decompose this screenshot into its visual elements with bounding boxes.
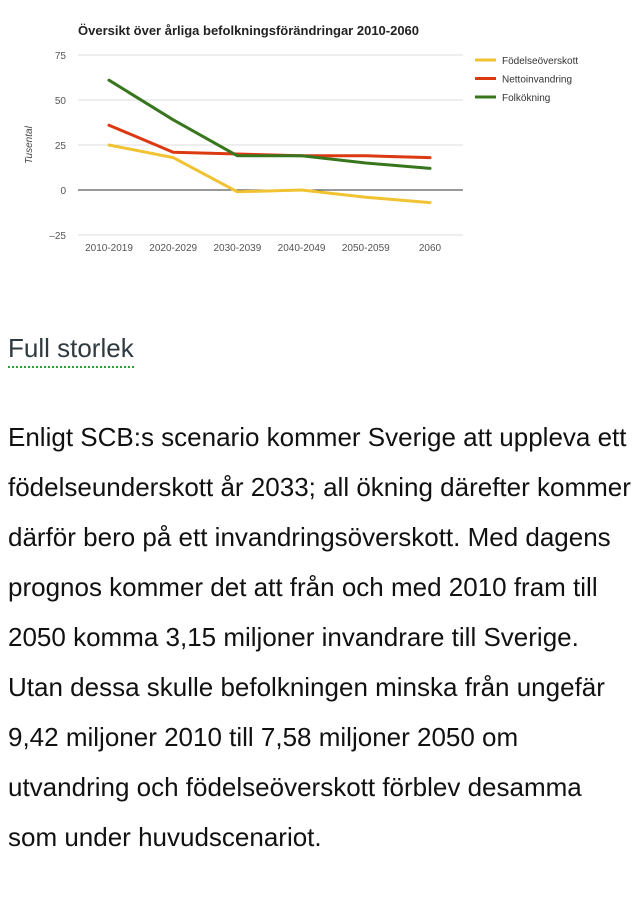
x-tick-label: 2050-2059 <box>341 243 390 254</box>
x-tick-label: 2020-2029 <box>149 243 198 254</box>
legend-label: Folkökning <box>502 93 551 104</box>
series-lines <box>109 80 430 202</box>
legend-label: Nettoinvandring <box>502 74 573 86</box>
grid-lines <box>78 55 463 235</box>
series-line-nettoinvandring <box>109 125 430 157</box>
body-paragraph: Enligt SCB:s scenario kommer Sverige att uppleva ett födelseunderskott år 2033; all ökning därefter kommer därför bero på ett invandringsöverskott. Med dagens prognos kommer det att från och med 2010 fram till 2050 komma 3,15 miljoner invandrare till Sverige. Utan dessa skulle befolkningen minska från ungefär 9,42 miljoner 2010 till 7,58 miljoner 2050 om utvandring och födelseöverskott förblev desamma som under huvudscenariot. <box>8 422 631 852</box>
y-tick-label: 50 <box>54 96 66 107</box>
x-tick-label: 2010-2019 <box>85 243 133 254</box>
y-axis-label: Tusental <box>24 126 35 164</box>
x-tick-label: 2030-2039 <box>213 243 262 254</box>
y-tick-label: 25 <box>54 141 66 152</box>
y-tick-label: –25 <box>49 231 66 242</box>
y-tick-label: 0 <box>60 186 66 197</box>
x-tick-label: 2040-2049 <box>277 243 326 254</box>
axis-ticks <box>49 51 441 254</box>
x-tick-label: 2060 <box>418 243 442 254</box>
legend <box>475 56 578 104</box>
chart-title: Översikt över årliga befolkningsförändringar 2010-2060 <box>78 23 420 38</box>
y-tick-label: 75 <box>54 51 66 62</box>
legend-label: Födelseöverskott <box>502 56 579 67</box>
population-change-chart <box>0 0 640 270</box>
full-size-link[interactable]: Full storlek <box>8 330 134 368</box>
